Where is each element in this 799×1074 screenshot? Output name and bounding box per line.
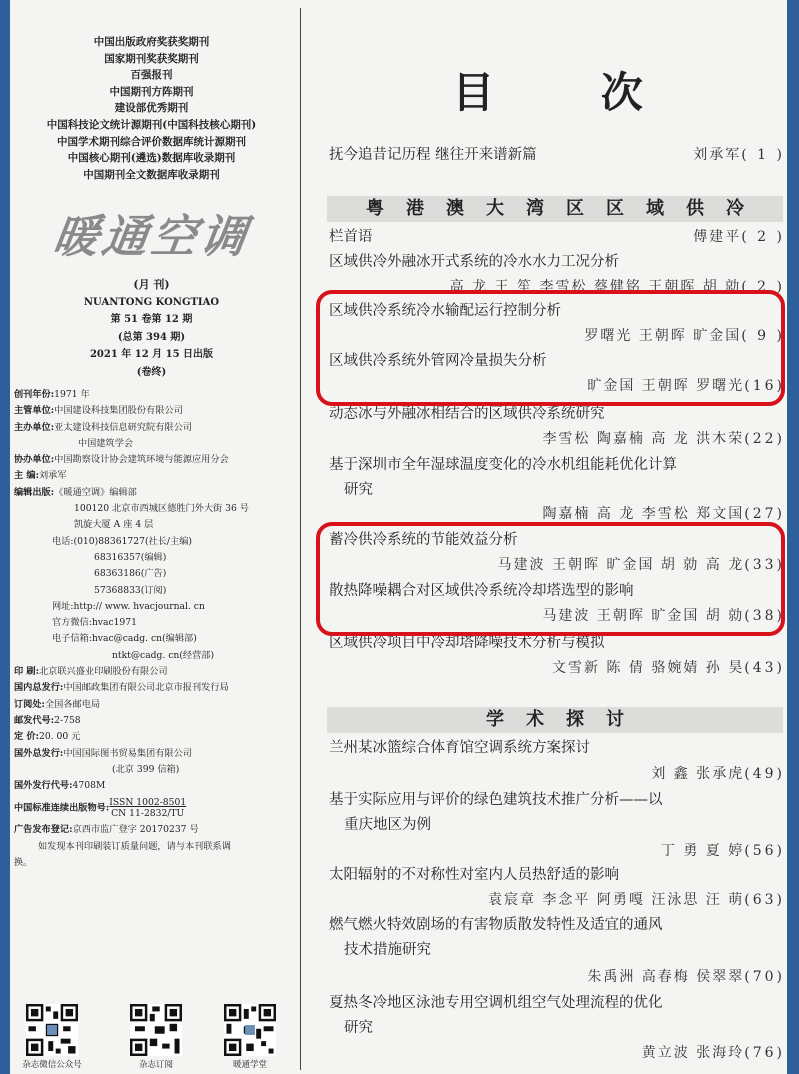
credit-foreign-2: (北京 399 信箱) — [112, 763, 180, 775]
awards-list — [10, 34, 293, 183]
volume: 第 51 卷第 12 期 — [110, 314, 193, 325]
toc-entry-meta: 傅建平( 2 ) — [693, 229, 785, 245]
award-line: 中国学术期刊综合评价数据库统计源期刊 — [57, 135, 246, 148]
toc-entry-meta: 陶嘉楠 高 龙 李雪松 郑文国(27) — [542, 506, 785, 522]
toc-entry-title[interactable]: 散热降噪耦合对区域供冷系统冷却塔选型的影响 — [329, 583, 634, 599]
toc-entry-title[interactable]: 燃气燃火特效剧场的有害物质散发特性及适宜的通风 — [329, 917, 663, 933]
toc-entry-meta: 刘承军( 1 ) — [693, 147, 785, 163]
toc-entry-meta: 丁 勇 夏 婷(56) — [660, 843, 785, 859]
notice-line-1: 如发现本刊印刷装订质量问题，请与本刊联系调 — [38, 840, 231, 852]
toc-entry-title[interactable]: 栏首语 — [329, 229, 373, 245]
award-line: 中国科技论文统计源期刊(中国科技核心期刊) — [46, 118, 257, 131]
magazine-page — [10, 0, 787, 1074]
highlight-box — [316, 522, 785, 636]
toc-entry-title-cont[interactable]: 研究 — [344, 1020, 373, 1036]
toc-entry-title-cont[interactable]: 研究 — [344, 482, 373, 498]
table-of-contents — [308, 0, 787, 1074]
pinyin-title: NUANTONG KONGTIAO — [83, 296, 220, 308]
qr-code-icon — [130, 1004, 182, 1056]
phone-line-3: 68363186(广告) — [94, 568, 167, 580]
credits — [14, 387, 294, 871]
credit-ad-registration: 广告发布登记:京西市监广登字 20170237 号 — [14, 824, 199, 836]
highlight-box — [316, 290, 785, 406]
toc-entry-meta: 旷金国 王朝晖 罗曙光(16) — [587, 378, 785, 394]
credit-sponsor: 主办单位:亚太建设科技信息研究院有限公司 — [14, 421, 192, 433]
credit-supervisor: 主管单位:中国建设科技集团股份有限公司 — [14, 405, 183, 417]
toc-entry-meta: 袁宸章 李念平 阿勇嘎 汪泳思 汪 萌(63) — [487, 892, 785, 908]
toc-entry-title[interactable]: 动态冰与外融冰相结合的区域供冷系统研究 — [329, 406, 605, 422]
award-line: 百强报刊 — [130, 69, 173, 82]
notice-line-2: 换。 — [14, 857, 33, 869]
email-line-1: 电子信箱:hvac@cadg. cn(编辑部) — [52, 633, 197, 645]
award-line: 中国期刊方阵期刊 — [109, 85, 194, 98]
toc-entry-title[interactable]: 区域供冷系统冷水输配运行控制分析 — [329, 303, 561, 319]
address-line-1: 100120 北京市西城区德胜门外大街 36 号 — [74, 503, 249, 515]
qr-label: 暖通学堂 — [232, 1060, 267, 1070]
toc-entry-title[interactable]: 基于实际应用与评价的绿色建筑技术推广分析——以 — [329, 792, 663, 808]
toc-entry-meta: 高 龙 王 笙 李雪松 蔡健铭 王朝晖 胡 勍( 2 ) — [449, 279, 785, 295]
toc-entry-title-cont[interactable]: 重庆地区为例 — [344, 817, 431, 833]
issn: ISSN 1002-8501 — [109, 797, 187, 809]
credit-publisher: 编辑出版:《暖通空调》编辑部 — [14, 486, 137, 498]
section-header: 粤港澳大湾区区域供冷 — [327, 196, 783, 222]
toc-entry-meta: 罗曙光 王朝晖 旷金国( 9 ) — [584, 328, 785, 344]
toc-entry-title[interactable]: 抚今追昔记历程 继往开来谱新篇 — [329, 147, 537, 163]
period: (月 刊) — [133, 278, 170, 291]
toc-entry-title[interactable]: 蓄冷供冷系统的节能效益分析 — [329, 532, 518, 548]
award-line: 建设部优秀期刊 — [114, 102, 189, 115]
qr-code-row — [22, 1004, 290, 1070]
qr-label: 杂志微信公众号 — [22, 1060, 82, 1070]
wechat: 官方微信:hvac1971 — [52, 617, 137, 629]
journal-logo: 暖通空调 — [49, 210, 254, 263]
publication-info — [10, 276, 293, 381]
qr-label: 杂志订阅 — [138, 1060, 173, 1070]
credit-domestic-distribution: 国内总发行:中国邮政集团有限公司北京市报刊发行局 — [14, 682, 229, 694]
toc-entry-title[interactable]: 区域供冷外融冰开式系统的冷水水力工况分析 — [329, 254, 619, 270]
credit-subscription: 订阅处:全国各邮电局 — [14, 698, 101, 710]
credit-issn: 中国标准连续出版物号:ISSN 1002-8501 CN 11-2832/TU — [14, 797, 187, 820]
toc-entry-meta: 刘 鑫 张承虎(49) — [651, 766, 785, 782]
toc-entry-title[interactable]: 兰州某冰篮综合体育馆空调系统方案探讨 — [329, 740, 590, 756]
credit-founded: 创刊年份:1971 年 — [14, 389, 90, 400]
publish-date: 2021 年 12 月 15 日出版 — [89, 349, 214, 360]
volume-end-note: (卷终) — [136, 366, 167, 378]
credit-sponsor-2: 中国建筑学会 — [78, 437, 134, 449]
credit-printer: 印 刷:北京联兴盛业印刷股份有限公司 — [14, 666, 168, 678]
toc-entry-title[interactable]: 太阳辐射的不对称性对室内人员热舒适的影响 — [329, 867, 619, 883]
award-line: 中国出版政府奖获奖期刊 — [93, 36, 210, 48]
toc-entry-title-cont[interactable]: 技术措施研究 — [344, 942, 431, 958]
website: 网址:http:// www. hvacjournal. cn — [52, 600, 205, 612]
address-line-2: 凯旋大厦 A 座 4 层 — [74, 519, 154, 531]
award-line: 中国核心期刊(遴选)数据库收录期刊 — [67, 152, 236, 165]
toc-entry-meta: 李雪松 陶嘉楠 高 龙 洪木荣(22) — [542, 431, 785, 447]
award-line: 中国期刊全文数据库收录期刊 — [83, 168, 220, 181]
toc-entry-title[interactable]: 区域供冷系统外管网冷量损失分析 — [329, 353, 547, 369]
column-divider — [300, 8, 301, 1070]
email-line-2: ntkt@cadg. cn(经营部) — [112, 649, 215, 661]
credit-foreign-distribution: 国外总发行:中国国际图书贸易集团有限公司 — [14, 747, 192, 759]
toc-entry-meta: 文雪新 陈 倩 骆婉婧 孙 昊(43) — [551, 660, 785, 676]
toc-entry-title[interactable]: 基于深圳市全年湿球温度变化的冷水机组能耗优化计算 — [329, 457, 677, 473]
award-line: 国家期刊奖获奖期刊 — [104, 52, 199, 65]
masthead-column — [10, 0, 293, 1074]
phone-line-1: 电话:(010)88361727(社长/主编) — [52, 535, 192, 547]
toc-entry-meta: 黄立波 张海玲(76) — [641, 1045, 785, 1061]
toc-entry-title[interactable]: 区域供冷项目中冷却塔降噪技术分析与模拟 — [329, 635, 605, 651]
credit-editor: 主 编:刘承军 — [14, 470, 67, 482]
phone-line-2: 68316357(编辑) — [94, 551, 167, 563]
toc-entry-title[interactable]: 夏热冬冷地区泳池专用空调机组空气处理流程的优化 — [329, 995, 663, 1011]
toc-entry-meta: 马建波 王朝晖 旷金国 胡 勍 高 龙(33) — [497, 557, 785, 573]
credit-postcode: 邮发代号:2-758 — [14, 714, 81, 726]
qr-code-icon — [26, 1004, 78, 1056]
toc-entry-meta: 朱禹洲 高春梅 侯翠翠(70) — [587, 969, 785, 985]
phone-line-4: 57368833(订阅) — [94, 584, 167, 596]
credit-foreign-code: 国外发行代号:4708M — [14, 780, 106, 792]
cn-number: CN 11-2832/TU — [111, 808, 185, 820]
credit-co: 协办单位:中国勘察设计协会建筑环境与能源应用分会 — [14, 454, 229, 466]
toc-title: 目 次 — [452, 68, 689, 117]
section-header: 学术探讨 — [327, 707, 783, 733]
credit-price: 定 价:20. 00 元 — [14, 731, 81, 743]
qr-code-icon — [224, 1004, 276, 1056]
toc-entry-meta: 马建波 王朝晖 旷金国 胡 勍(38) — [542, 608, 785, 624]
total-issue: (总第 394 期) — [117, 331, 186, 343]
